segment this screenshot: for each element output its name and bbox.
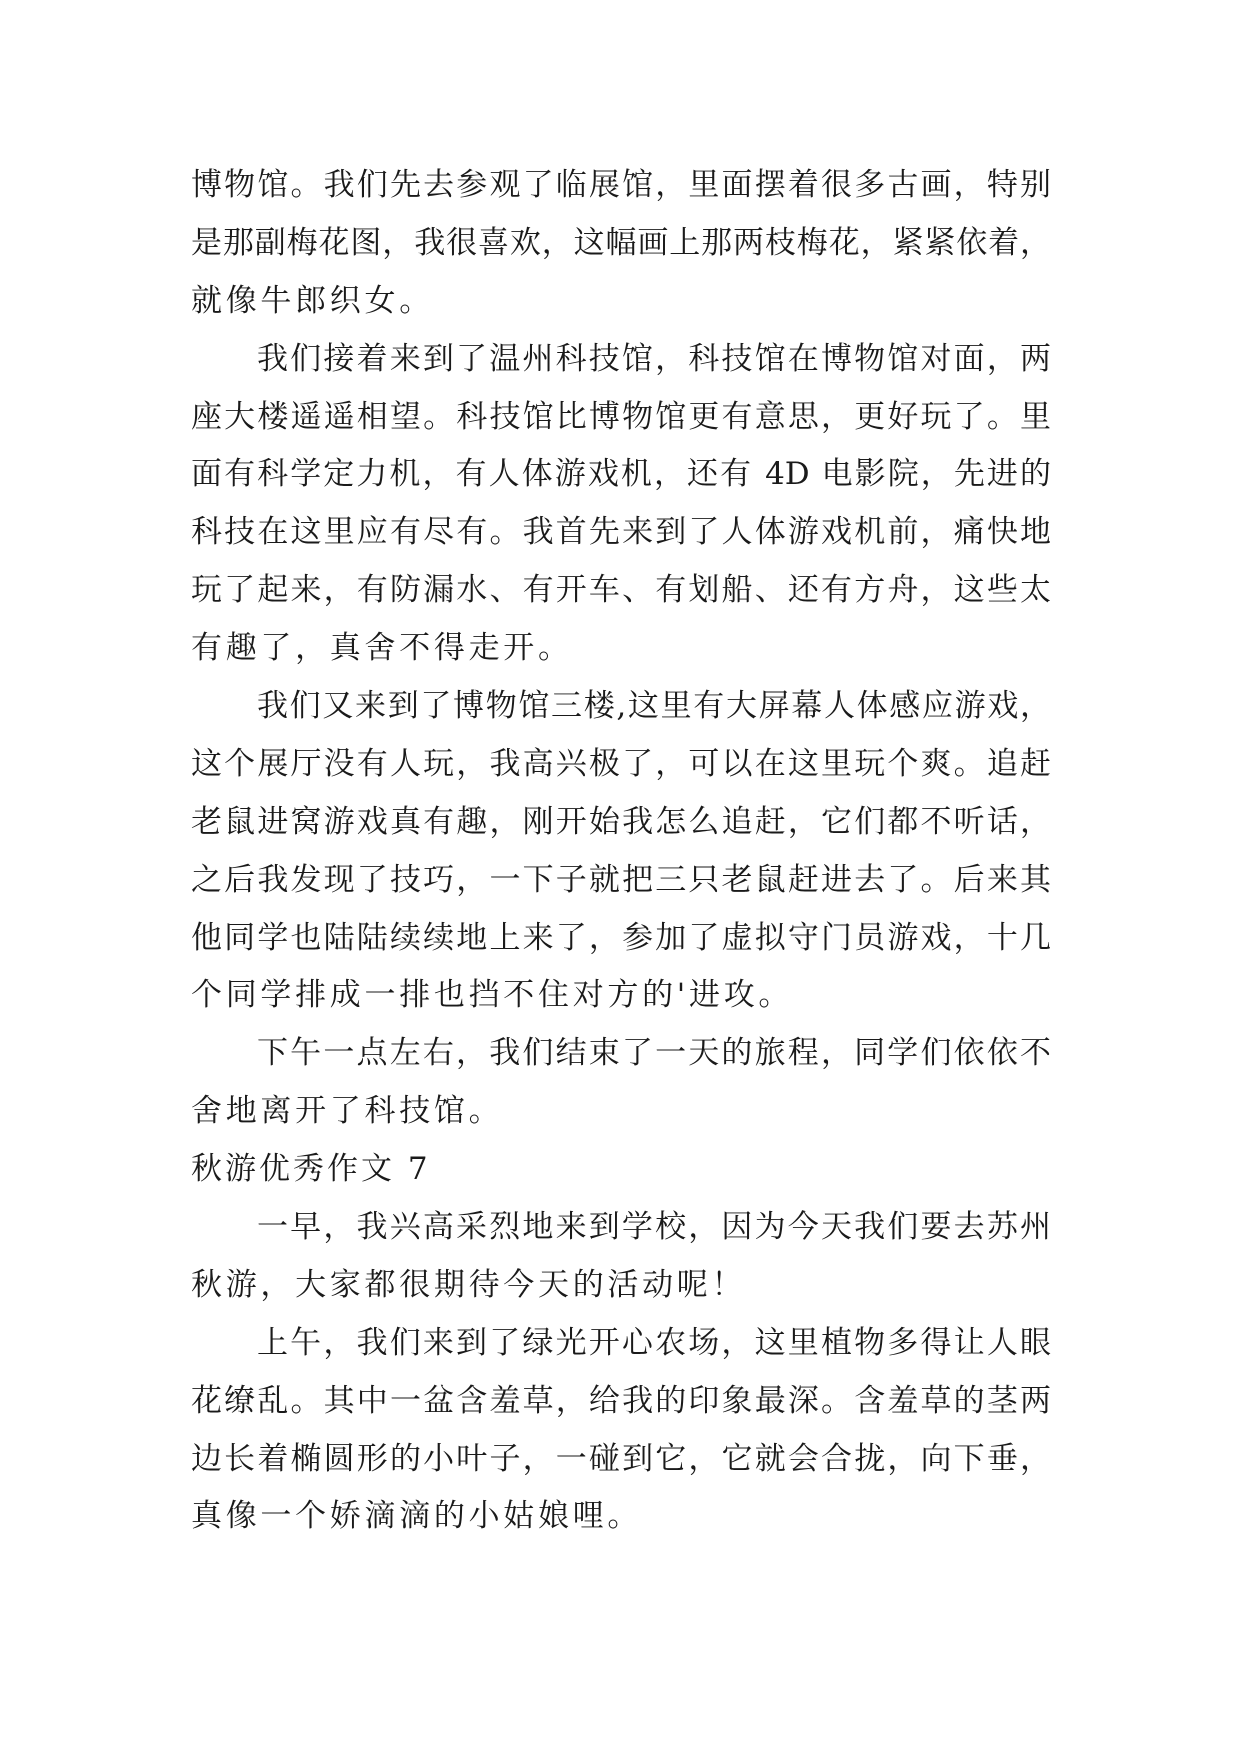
paragraph-line: 之后我发现了技巧，一下子就把三只老鼠赶进去了。后来其 [191,861,1051,898]
paragraph-line: 花缭乱。其中一盆含羞草，给我的印象最深。含羞草的茎两 [191,1382,1051,1419]
section-heading: 秋游优秀作文 7 [191,1151,431,1188]
paragraph-line: 科技在这里应有尽有。我首先来到了人体游戏机前，痛快地 [191,514,1051,551]
paragraph-line: 就像牛郎织女。 [191,282,434,319]
paragraph-line: 我们接着来到了温州科技馆，科技馆在博物馆对面，两 [257,340,1051,377]
paragraph-line: 下午一点左右，我们结束了一天的旅程，同学们依依不 [257,1035,1051,1072]
paragraph-line: 上午，我们来到了绿光开心农场，这里植物多得让人眼 [257,1324,1051,1361]
paragraph-line: 这个展厅没有人玩，我高兴极了，可以在这里玩个爽。追赶 [191,745,1051,782]
paragraph-line: 他同学也陆陆续续地上来了，参加了虚拟守门员游戏，十几 [191,919,1051,956]
paragraph-line: 玩了起来，有防漏水、有开车、有划船、还有方舟，这些太 [191,572,1051,609]
paragraph-line: 真像一个娇滴滴的小姑娘哩。 [191,1498,643,1535]
paragraph-line: 个同学排成一排也挡不住对方的'进攻。 [191,977,794,1014]
paragraph-line: 是那副梅花图，我很喜欢，这幅画上那两枝梅花，紧紧依着， [191,224,1051,261]
paragraph-line: 一早，我兴高采烈地来到学校，因为今天我们要去苏州 [257,1209,1051,1246]
paragraph-line: 座大楼遥遥相望。科技馆比博物馆更有意思，更好玩了。里 [191,398,1051,435]
paragraph-line: 舍地离开了科技馆。 [191,1093,504,1130]
document-body [191,157,1051,1546]
paragraph-line: 面有科学定力机，有人体游戏机，还有 4D 电影院，先进的 [191,456,1051,493]
paragraph-line: 有趣了，真舍不得走开。 [191,630,573,667]
paragraph-line: 博物馆。我们先去参观了临展馆，里面摆着很多古画，特别 [191,167,1051,203]
paragraph-line: 我们又来到了博物馆三楼,这里有大屏幕人体感应游戏， [257,688,1051,725]
paragraph-line: 边长着椭圆形的小叶子，一碰到它，它就会合拢，向下垂， [191,1440,1051,1477]
paragraph-line: 老鼠进窝游戏真有趣，刚开始我怎么追赶，它们都不听话， [191,803,1051,840]
paragraph-line: 秋游，大家都很期待今天的活动呢！ [191,1266,747,1303]
